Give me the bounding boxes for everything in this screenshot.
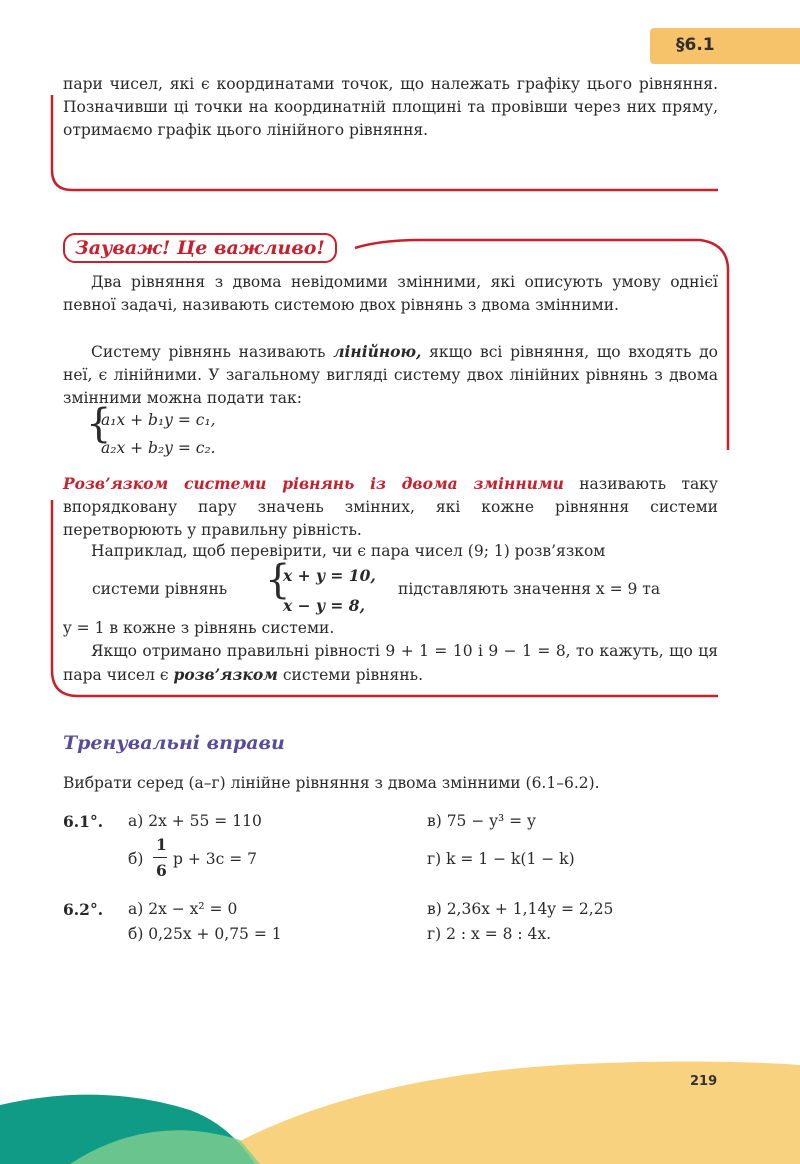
exercise-6-1-b-numerator: 1 <box>156 835 167 854</box>
example-eq-2: x − y = 8, <box>283 596 365 615</box>
example-systems-label: системи рівнянь <box>92 580 228 598</box>
example-eq-1: x + y = 10, <box>283 566 376 585</box>
system-brace: { <box>86 401 112 447</box>
example-substitute-text: підставляють значення x = 9 та <box>398 580 661 598</box>
exercise-6-1-a: а) 2x + 55 = 110 <box>128 812 262 830</box>
page-number: 219 <box>690 1074 718 1089</box>
example-conclusion: Якщо отримано правильні рівності 9 + 1 = 10 і 9 − 1 = 8, то кажуть, що ця пара чисел є розв’язком системи рівнянь. <box>63 642 718 684</box>
system-definition-paragraph: Два рівняння з двома невідомими змінними, які описують умову однієї певної задачі, називають системою двох рівнянь з двома змінними. <box>63 273 718 314</box>
solution-definition-paragraph: Розв’язком системи рівнянь із двома змінними називають таку впорядковану пару значень змінних, які кожне рівняння системи перетворюють у правильну рівність. <box>63 474 718 539</box>
exercises-title: Тренувальні вправи <box>63 732 285 754</box>
exercise-6-1-b-rest: p + 3c = 7 <box>173 850 258 868</box>
exercise-6-2-g: г) 2 : x = 8 : 4x. <box>427 925 552 943</box>
linear-system-paragraph: Систему рівнянь називають лінійною, якщо всі рівняння, що входять до неї, є лінійними. У загальному вигляді систему двох лінійних рівнянь з двома змінними можна подати так: <box>63 342 718 407</box>
exercise-6-2-b: б) 0,25x + 0,75 = 1 <box>128 925 282 943</box>
exercise-6-1-v: в) 75 − y³ = y <box>427 812 536 830</box>
exercise-6-2-v: в) 2,36x + 1,14y = 2,25 <box>427 900 614 918</box>
exercise-6-1-g: г) k = 1 − k(1 − k) <box>427 850 575 868</box>
example-line-1: Наприклад, щоб перевірити, чи є пара чисел (9; 1) розв’язком <box>91 542 606 560</box>
example-brace: { <box>265 557 291 603</box>
fraction-bar <box>153 857 167 858</box>
task-intro: Вибрати серед (а–г) лінійне рівняння з двома змінними (6.1–6.2). <box>63 774 600 792</box>
exercise-6-1-b-denominator: 6 <box>156 861 167 880</box>
exercise-6-2-a: а) 2x − x² = 0 <box>128 900 238 918</box>
exercise-6-1-b-label: б) <box>128 850 144 868</box>
system-eq-1: a₁x + b₁y = c₁, <box>101 411 216 429</box>
exercise-6-1-number: 6.1°. <box>63 812 104 831</box>
section-tab: §6.1 <box>650 28 800 64</box>
intro-paragraph: пари чисел, які є координатами точок, що належать графіку цього рівняння. Позначивши ці точки на координатній площині та провівши через них пряму, отримаємо графік цього лінійного рівняння. <box>63 75 718 139</box>
example-line-3: y = 1 в кожне з рівнянь системи. <box>63 619 335 637</box>
important-callout: Зауваж! Це важливо! <box>63 233 337 263</box>
exercise-6-2-number: 6.2°. <box>63 900 104 919</box>
system-eq-2: a₂x + b₂y = c₂. <box>101 439 216 457</box>
